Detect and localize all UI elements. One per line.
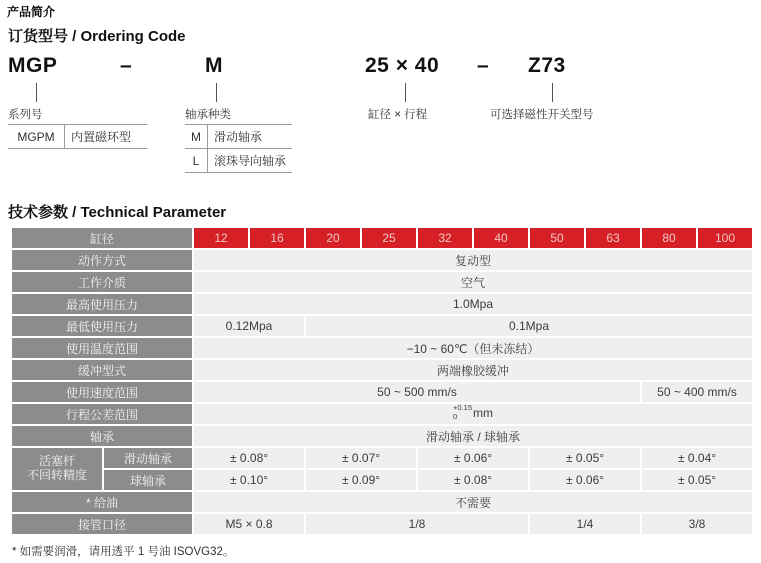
switch-label: 可选择磁性开关型号 bbox=[490, 109, 594, 121]
row-port-size bbox=[12, 514, 752, 534]
temp-range-value-cell: −10 ~ 60℃（但未冻结） bbox=[194, 338, 752, 358]
row-medium bbox=[12, 272, 752, 292]
row-speed-range bbox=[12, 382, 752, 402]
ordering-code-heading: 订货型号 / Ordering Code bbox=[8, 28, 186, 45]
row-label-action: 动作方式 bbox=[12, 250, 192, 270]
row-min-pressure bbox=[12, 316, 752, 336]
ball-accuracy-cell: ± 0.05° bbox=[642, 470, 752, 490]
bearing-code-cell: L bbox=[185, 149, 208, 173]
tolerance-lower: 0 bbox=[453, 412, 458, 421]
ball-accuracy-cell: ± 0.06° bbox=[530, 470, 640, 490]
ball-accuracy-cell: ± 0.09° bbox=[306, 470, 416, 490]
technical-parameter-heading: 技术参数 / Technical Parameter bbox=[8, 204, 227, 221]
port-size-cell: 3/8 bbox=[642, 514, 752, 534]
cushion-value-cell: 两端橡胶缓冲 bbox=[194, 360, 752, 380]
bore-header-cell: 50 bbox=[530, 228, 584, 248]
bore-header-cell: 16 bbox=[250, 228, 304, 248]
bore-header-cell: 12 bbox=[194, 228, 248, 248]
pointer-line-switch bbox=[552, 83, 553, 102]
row-temp-range bbox=[12, 338, 752, 358]
slide-accuracy-cell: ± 0.06° bbox=[418, 448, 528, 468]
row-label-min-pressure: 最低使用压力 bbox=[12, 316, 192, 336]
bore-header-cell: 25 bbox=[362, 228, 416, 248]
bore-header-cell: 40 bbox=[474, 228, 528, 248]
bore-header-cell: 80 bbox=[642, 228, 696, 248]
code-dash-2: – bbox=[477, 54, 490, 77]
row-label-bearing: 轴承 bbox=[12, 426, 192, 446]
row-label-temp-range: 使用温度范围 bbox=[12, 338, 192, 358]
tolerance-upper: +0.15 bbox=[453, 404, 472, 413]
series-code-table bbox=[8, 124, 147, 149]
port-size-cell: 1/8 bbox=[306, 514, 528, 534]
row-label-lubrication: * 给油 bbox=[12, 492, 192, 512]
ball-accuracy-cell: ± 0.08° bbox=[418, 470, 528, 490]
row-label-rotation-accuracy bbox=[12, 448, 102, 490]
row-action-mode bbox=[12, 250, 752, 270]
row-sublabel-ball-bearing: 球轴承 bbox=[104, 470, 192, 490]
min-pressure-large-cell: 0.1Mpa bbox=[306, 316, 752, 336]
table-row bbox=[185, 125, 292, 149]
row-label-stroke-tolerance: 行程公差范围 bbox=[12, 404, 192, 424]
table-row bbox=[8, 125, 147, 149]
bore-header-cell: 63 bbox=[586, 228, 640, 248]
row-bearing bbox=[12, 426, 752, 446]
stroke-tolerance-value-cell bbox=[194, 404, 752, 424]
row-label-port-size: 接管口径 bbox=[12, 514, 192, 534]
bore-header-cell: 100 bbox=[698, 228, 752, 248]
technical-parameter-table bbox=[10, 226, 754, 536]
slide-accuracy-cell: ± 0.08° bbox=[194, 448, 304, 468]
row-lubrication bbox=[12, 492, 752, 512]
row-rotation-slide bbox=[12, 448, 752, 468]
bore-header-cell: 32 bbox=[418, 228, 472, 248]
min-pressure-small-cell: 0.12Mpa bbox=[194, 316, 304, 336]
code-switch: Z73 bbox=[528, 54, 566, 77]
row-label-medium: 工作介质 bbox=[12, 272, 192, 292]
bearing-type-table bbox=[185, 124, 292, 173]
slide-accuracy-cell: ± 0.04° bbox=[642, 448, 752, 468]
row-cushion bbox=[12, 360, 752, 380]
speed-main-cell: 50 ~ 500 mm/s bbox=[194, 382, 640, 402]
max-pressure-value-cell: 1.0Mpa bbox=[194, 294, 752, 314]
pointer-line-bore-stroke bbox=[405, 83, 406, 102]
row-label-cushion: 缓冲型式 bbox=[12, 360, 192, 380]
rotation-label-line1: 活塞杆 bbox=[38, 454, 75, 469]
pointer-line-series bbox=[36, 83, 37, 102]
rotation-label-line2: 不回转精度 bbox=[26, 468, 87, 482]
pointer-line-bearing bbox=[216, 83, 217, 102]
series-desc-cell: 内置磁环型 bbox=[65, 125, 148, 149]
port-size-cell: 1/4 bbox=[530, 514, 640, 534]
row-label-speed-range: 使用速度范围 bbox=[12, 382, 192, 402]
code-bearing: M bbox=[205, 54, 223, 77]
port-size-cell: M5 × 0.8 bbox=[194, 514, 304, 534]
bore-header-cell: 20 bbox=[306, 228, 360, 248]
series-label: 系列号 bbox=[8, 109, 43, 121]
code-series: MGP bbox=[8, 54, 58, 77]
footnote: * 如需要润滑，请用透平 1 号油 ISOVG32。 bbox=[12, 546, 235, 558]
series-code-cell: MGPM bbox=[8, 125, 65, 149]
row-stroke-tolerance bbox=[12, 404, 752, 424]
bearing-type-label: 轴承种类 bbox=[185, 109, 231, 121]
speed-large-cell: 50 ~ 400 mm/s bbox=[642, 382, 752, 402]
tolerance-stack bbox=[453, 404, 472, 421]
code-dash-1: – bbox=[120, 54, 133, 77]
bearing-code-cell: M bbox=[185, 125, 208, 149]
bearing-desc-cell: 滚珠导向轴承 bbox=[208, 149, 293, 173]
medium-value-cell: 空气 bbox=[194, 272, 752, 292]
row-max-pressure bbox=[12, 294, 752, 314]
row-label-max-pressure: 最高使用压力 bbox=[12, 294, 192, 314]
row-sublabel-slide-bearing: 滑动轴承 bbox=[104, 448, 192, 468]
row-bore bbox=[12, 228, 752, 248]
row-label-bore: 缸径 bbox=[12, 228, 192, 248]
bearing-desc-cell: 滑动轴承 bbox=[208, 125, 293, 149]
row-rotation-ball bbox=[12, 470, 752, 490]
slide-accuracy-cell: ± 0.07° bbox=[306, 448, 416, 468]
tolerance-unit: mm bbox=[473, 406, 493, 421]
lubrication-value-cell: 不需要 bbox=[194, 492, 752, 512]
slide-accuracy-cell: ± 0.05° bbox=[530, 448, 640, 468]
ball-accuracy-cell: ± 0.10° bbox=[194, 470, 304, 490]
section-label: 产品简介 bbox=[7, 5, 56, 19]
code-bore-stroke: 25 × 40 bbox=[365, 54, 440, 77]
table-row bbox=[185, 149, 292, 173]
action-value-cell: 复动型 bbox=[194, 250, 752, 270]
bearing-value-cell: 滑动轴承 / 球轴承 bbox=[194, 426, 752, 446]
bore-stroke-label: 缸径 × 行程 bbox=[368, 109, 428, 121]
